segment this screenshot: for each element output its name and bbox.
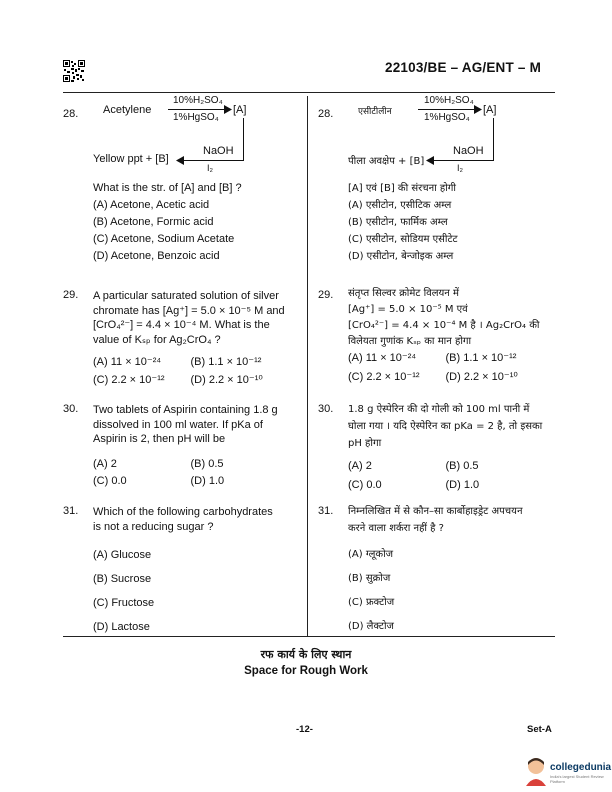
question-number: 30. xyxy=(63,403,79,415)
option-b[interactable]: (B) एसीटोन, फार्मिक अम्ल xyxy=(348,217,448,228)
arrow-head-icon xyxy=(474,105,482,114)
rough-work-label-hindi: रफ कार्य के लिए स्थान xyxy=(260,648,352,661)
option-c[interactable]: (C) 2.2 × 10⁻¹² xyxy=(348,371,420,383)
logo-subtext: India's largest Student Review Platform xyxy=(550,774,604,784)
option-c[interactable]: (C) Fructose xyxy=(93,597,155,609)
reactant: एसीटीलीन xyxy=(358,107,392,117)
arrow-head-icon xyxy=(224,105,232,114)
option-d[interactable]: (D) Lactose xyxy=(93,621,150,633)
product: [A] xyxy=(483,104,497,116)
reagent-naoh: NaOH xyxy=(203,145,234,157)
option-b[interactable]: (B) Sucrose xyxy=(93,573,152,585)
reagent-top: 10%H₂SO₄ xyxy=(173,95,223,106)
option-d[interactable]: (D) 1.0 xyxy=(190,475,225,487)
reagent-naoh: NaOH xyxy=(453,145,484,157)
reaction-arrow-2 xyxy=(180,160,244,161)
header-rule xyxy=(63,92,555,93)
question-line: Two tablets of Aspirin containing 1.8 g xyxy=(93,404,278,416)
question-line: Which of the following carbohydrates xyxy=(93,506,273,518)
connector-line xyxy=(243,118,244,160)
question-line: संतृप्त सिल्वर क्रोमेट विलयन में xyxy=(348,288,460,299)
option-b[interactable]: (B) 0.5 xyxy=(445,460,479,472)
question-line: [Ag⁺] = 5.0 × 10⁻⁵ M एवं xyxy=(348,304,468,315)
question-text: What is the str. of [A] and [B] ? xyxy=(93,182,242,194)
question-line: विलेयता गुणांक Kₛₚ का मान होगा xyxy=(348,336,472,347)
option-c[interactable]: (C) 2.2 × 10⁻¹² xyxy=(93,373,165,386)
option-a[interactable]: (A) 2 xyxy=(93,457,117,470)
option-a[interactable]: (A) 2 xyxy=(348,460,372,472)
option-d[interactable]: (D) 1.0 xyxy=(445,479,480,491)
question-line: 1.8 g ऐस्पेरिन की दो गोली को 100 ml पानी में xyxy=(348,404,530,415)
question-number: 31. xyxy=(318,505,334,517)
option-c[interactable]: (C) Acetone, Sodium Acetate xyxy=(93,233,235,245)
option-c[interactable]: (C) 0.0 xyxy=(93,475,127,487)
reagent-bottom: 1%HgSO₄ xyxy=(173,112,219,123)
second-product: पीला अवक्षेप + [B] xyxy=(348,156,425,167)
column-divider xyxy=(307,96,308,636)
option-d[interactable]: (D) लैक्टोज xyxy=(348,621,394,632)
question-line: value of Kₛₚ for Ag₂CrO₄ ? xyxy=(93,333,221,346)
option-d[interactable]: (D) 2.2 × 10⁻¹⁰ xyxy=(445,371,518,383)
question-text: [A] एवं [B] की संरचना होगी xyxy=(348,183,457,194)
option-a[interactable]: (A) एसीटोन, एसीटिक अम्ल xyxy=(348,200,452,211)
student-avatar-icon xyxy=(524,756,548,786)
option-d[interactable]: (D) 2.2 × 10⁻¹⁰ xyxy=(190,373,263,386)
reaction-arrow-2 xyxy=(430,160,494,161)
question-number: 31. xyxy=(63,505,79,517)
option-b[interactable]: (B) सुक्रोज xyxy=(348,573,391,584)
qr-code-icon xyxy=(63,60,85,82)
option-b[interactable]: (B) Acetone, Formic acid xyxy=(93,216,214,228)
option-a[interactable]: (A) Glucose xyxy=(93,549,152,561)
hindi-column xyxy=(318,96,543,636)
logo-text: collegedunia xyxy=(550,762,612,773)
question-line: निम्नलिखित में से कौन–सा कार्बोहाइड्रेट अपचयन xyxy=(348,506,523,517)
option-c[interactable]: (C) फ्रक्टोज xyxy=(348,597,395,608)
arrow-head-icon xyxy=(176,156,184,165)
question-number: 29. xyxy=(318,289,334,301)
reagent-iodine: I₂ xyxy=(207,163,213,173)
question-line: A particular saturated solution of silver xyxy=(93,290,279,302)
option-d[interactable]: (D) एसीटोन, बेन्जोइक अम्ल xyxy=(348,251,454,262)
reagent-bottom: 1%HgSO₄ xyxy=(424,112,470,123)
reagent-iodine: I₂ xyxy=(457,163,463,173)
paper-code: 22103/BE – AG/ENT – M xyxy=(385,60,542,75)
question-line: is not a reducing sugar ? xyxy=(93,520,214,533)
reaction-arrow xyxy=(418,109,478,110)
question-line: Aspirin is 2, then pH will be xyxy=(93,433,226,445)
set-label: Set-A xyxy=(527,724,552,735)
question-line: घोला गया । यदि ऐस्पेरिन का pKa = 2 है, तो इसका xyxy=(348,421,543,432)
connector-line xyxy=(493,118,494,160)
option-c[interactable]: (C) एसीटोन, सोडियम एसीटेट xyxy=(348,234,458,245)
question-number: 28. xyxy=(63,108,79,120)
reactant: Acetylene xyxy=(103,104,152,116)
option-a[interactable]: (A) ग्लूकोज xyxy=(348,549,394,560)
product: [A] xyxy=(233,104,247,116)
rough-work-rule xyxy=(63,636,555,637)
option-d[interactable]: (D) Acetone, Benzoic acid xyxy=(93,250,220,262)
option-a[interactable]: (A) Acetone, Acetic acid xyxy=(93,199,210,211)
question-number: 30. xyxy=(318,403,334,415)
question-line: [CrO₄²⁻] = 4.4 × 10⁻⁴ M है । Ag₂CrO₄ की xyxy=(348,320,540,331)
english-column xyxy=(63,96,288,636)
question-line: [CrO₄²⁻] = 4.4 × 10⁻⁴ M. What is the xyxy=(93,319,270,331)
question-number: 28. xyxy=(318,108,334,120)
option-a[interactable]: (A) 11 × 10⁻²⁴ xyxy=(93,356,162,368)
question-line: pH होगा xyxy=(348,438,382,449)
reagent-top: 10%H₂SO₄ xyxy=(424,95,474,106)
question-number: 29. xyxy=(63,289,79,301)
reaction-arrow xyxy=(168,109,228,110)
option-c[interactable]: (C) 0.0 xyxy=(348,479,382,491)
question-line: करने वाला शर्करा नहीं है ? xyxy=(348,523,444,534)
option-b[interactable]: (B) 0.5 xyxy=(190,457,224,470)
option-a[interactable]: (A) 11 × 10⁻²⁴ xyxy=(348,352,417,364)
question-line: chromate has [Ag⁺] = 5.0 × 10⁻⁵ M and xyxy=(93,304,285,317)
question-line: dissolved in 100 ml water. If pKa of xyxy=(93,418,263,431)
page-number: -12- xyxy=(296,724,313,735)
option-b[interactable]: (B) 1.1 × 10⁻¹² xyxy=(190,356,262,368)
collegedunia-logo xyxy=(520,752,612,792)
arrow-head-icon xyxy=(426,156,434,165)
option-b[interactable]: (B) 1.1 × 10⁻¹² xyxy=(445,352,517,364)
second-product: Yellow ppt + [B] xyxy=(93,153,169,165)
rough-work-label: Space for Rough Work xyxy=(244,665,368,677)
